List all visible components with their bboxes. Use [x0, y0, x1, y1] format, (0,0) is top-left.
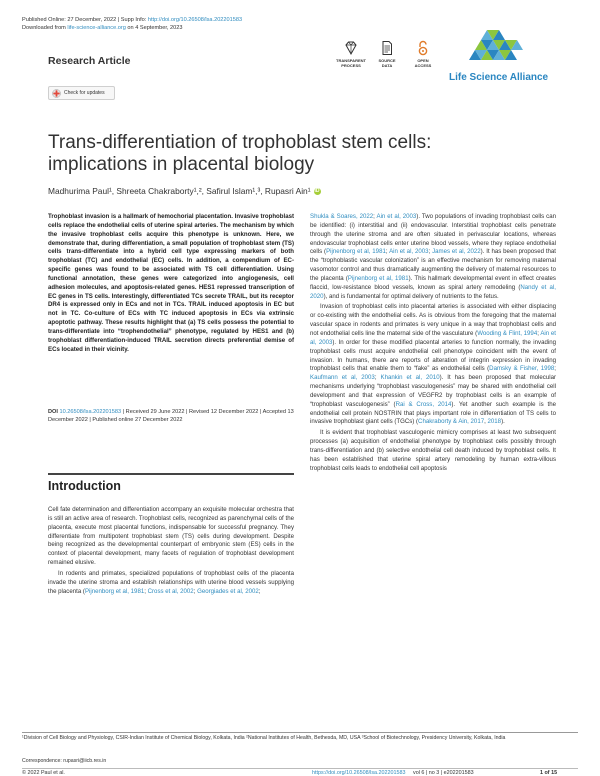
article-badges — [336, 40, 438, 68]
badge-label: TRANSPARENT PROCESS — [336, 58, 366, 68]
citation-link[interactable]: Khankin et al, 2010 — [380, 374, 440, 382]
footer-doi-link[interactable]: https://doi.org/10.26508/lsa.202201583 — [312, 770, 406, 776]
footer-page-number: 1 of 15 — [540, 770, 558, 776]
citation-link[interactable]: Ain et al, 2003 — [310, 329, 556, 346]
crossmark-icon — [52, 89, 61, 98]
section-divider — [48, 473, 294, 475]
citation-link[interactable]: Pijnenborg et al, 1981 — [326, 248, 386, 256]
text-span: ; — [373, 213, 377, 220]
download-prefix: Downloaded from — [22, 25, 68, 31]
paper-title: Trans-differentiation of trophoblast stem cells: implications in placental biology — [48, 132, 432, 175]
journal-name: Life Science Alliance — [449, 72, 549, 83]
text-span: ). It has been proposed that the “trophoblastic vascular colonization” is an effective mechanism for removing maternal vasomotor control and thus dramatically augmenting the delivery of maternal resources to the placenta ( — [310, 248, 557, 282]
badge-label: SOURCE DATA — [378, 58, 396, 68]
text-span: ). — [501, 418, 505, 426]
text-span: ). Two populations of invading trophoblast cells can be identified: (i) interstitial and (ii) endovascular. Interstitial trophoblast cells penetrate through the uterine stroma and are often situated in perivascular locations, whereas endovascular trophoblast cells enter uterine blood vessels, where they replace endothelial cells ( — [310, 213, 556, 256]
text-span: Invasion of trophoblast cells into placental arteries is associated with either displacing or co-existing with the endothelial cells. As is obvious from the foregoing that the maternal vascular space in rodents and primates is very unique in a way that trophoblast cells and not endothelial cells line the maternal side of the vasculature ( — [310, 303, 556, 337]
text-span: ). Yet another such example is the endothelial cell protein NOSTRIN that plays important role in differentiation of TS cells to invasive trophoblast giant cells (TGCs) ( — [310, 400, 556, 426]
citation-link[interactable]: 2018 — [487, 418, 502, 426]
publication-history: | Received 29 June 2022 | Revised 12 December 2022 | Accepted 13 December 2022 | Published online 27 December 2022 — [48, 409, 294, 423]
citation-link[interactable]: Wooding & Flint, 1994 — [477, 329, 538, 337]
doi-link[interactable]: 10.26508/lsa.202201583 — [59, 409, 122, 415]
introduction-heading: Introduction — [48, 479, 121, 493]
download-suffix: on 4 September, 2023 — [125, 25, 183, 31]
downloaded-from-line — [22, 24, 182, 32]
text-span: ). In order for these modified placental arteries to function normally, the invading trophoblast cells must acquire endothelial cell phenotype coincident with the event of invasion. In humans, there are reports of alteration of integrin expression in invading trophoblast cells that enable them to “fake” as endothelial cells ( — [310, 338, 556, 373]
citation-link[interactable]: Pijnenborg et al, 1981 — [84, 587, 145, 595]
text-span: ; — [554, 365, 556, 373]
affiliations: ¹Division of Cell Biology and Physiology, CSIR-Indian Institute of Chemical Biology, Kolkata, India ²National Institutes of Health, Bethesda, MD, USA ³School of Biotechnology, Presidency University, Kolkata, India — [22, 735, 506, 741]
journal-site-link[interactable]: life-science-alliance.org — [67, 25, 126, 31]
citation-link[interactable]: Kaufmann et al, 2003 — [310, 374, 375, 382]
intro-paragraph-2 — [48, 570, 294, 597]
text-span: ). This hallmark developmental event in effect creates flaccid, low-resistance blood vessels, known as spiral artery remodeling ( — [310, 274, 556, 291]
citation-link[interactable]: Shukla & Soares, 2022 — [310, 213, 374, 220]
footer-copyright: © 2022 Paul et al. — [22, 770, 65, 776]
published-online-line — [22, 16, 242, 24]
citation-link[interactable]: Chakraborty & Ain, 2017 — [418, 418, 485, 426]
open-access-badge[interactable] — [408, 40, 438, 68]
source-data-badge[interactable] — [372, 40, 402, 68]
authors-text: Madhurima Paul¹, Shreeta Chakraborty¹,², Safirul Islam¹,³, Rupasri Ain¹ — [48, 186, 311, 196]
citation-link[interactable]: Cross et al, 2002 — [147, 587, 194, 595]
citation-link[interactable]: Georgiades et al, 2002 — [197, 587, 259, 595]
right-column — [310, 213, 556, 473]
citation-link[interactable]: Damsky & Fisher, 1998 — [489, 365, 555, 373]
text-span: ; — [385, 248, 390, 256]
author-list — [48, 186, 321, 196]
article-type: Research Article — [48, 55, 131, 67]
right-paragraph-1 — [310, 213, 556, 301]
published-prefix: Published Online: 27 December, 2022 | Supp Info: — [22, 17, 148, 23]
citation-link[interactable]: Pijnenborg et al, 1981 — [347, 274, 409, 282]
right-paragraph-3: It is evident that trophoblast vasculogenic mimicry comprises at least two subsequent processes (a) acquisition of endothelial phenotype by trophoblast cells possibly through trans-differentiation and (b) selective endothelial cell death induced by trophoblast cells. It has been established that uterine spiral artery remodeling by human extra-villous trophoblast cells leads to endothelial cell apoptosis — [310, 429, 556, 472]
footer-divider — [22, 768, 578, 769]
open-lock-icon — [415, 40, 431, 56]
check-for-updates-button[interactable] — [48, 86, 115, 100]
citation-link[interactable]: Ain et al, 2003 — [389, 248, 429, 256]
text-span: ; — [374, 374, 381, 382]
citation-link[interactable]: James et al, 2022 — [432, 248, 481, 256]
footer-volume: vol 6 | no 3 | e202201583 — [413, 770, 474, 776]
text-span: ; — [144, 587, 148, 595]
intro-paragraph-1: Cell fate determination and differentiation accompany an exquisite molecular orchestra that is still an active area of research. Trophoblast cells, recognized as parenchymal cells of the placenta, execute most placental functions, indispensable for successful pregnancy. They differentiate from multipotent trophoblast stem (TS) cells during development. Despite being recognized as the developmental counterpart of embryonic stem (ES) cells in the context of placental development, many facets of regulation of trophoblast development remained elusive. — [48, 506, 294, 567]
citation-link[interactable]: Nandy et al, 2020 — [310, 283, 556, 300]
orcid-icon[interactable]: iD — [314, 187, 320, 194]
right-paragraph-2 — [310, 303, 556, 427]
badge-label: OPEN ACCESS — [414, 58, 432, 68]
text-span: ; — [537, 329, 541, 337]
footer-doi-volume — [312, 770, 474, 776]
text-span: ; — [258, 587, 261, 595]
text-span: ). It has been proposed that molecular mechanisms underlying “trophoblast vasculogenesis” may be shared with endothelial cell development and that expression of VEGFR2 by trophoblast cells is an example of “trophoblast vasculogenesis” ( — [310, 374, 556, 408]
text-span: ; — [193, 587, 198, 595]
doi-history — [48, 408, 294, 424]
abstract-column — [48, 213, 294, 355]
check-for-updates-label: Check for updates — [64, 90, 105, 96]
citation-link[interactable]: Ain et al, 2003 — [376, 213, 417, 220]
affiliation-divider — [22, 732, 578, 733]
supp-info-link[interactable]: http://doi.org/10.26508/lsa.202201583 — [147, 17, 243, 23]
transparent-process-badge[interactable] — [336, 40, 366, 68]
citation-link[interactable]: Rai & Cross, 2014 — [395, 400, 452, 408]
correspondence: Correspondence: rupasri@iicb.res.in — [22, 758, 107, 764]
introduction-text — [48, 506, 294, 596]
text-span: In rodents and primates, specialized populations of trophoblast cells of the placenta invade the uterine stroma and establish relationships with uterine blood vessels supplying the placenta ( — [48, 569, 294, 595]
text-span: ), and is fundamental for optimal delivery of nutrients to the fetus. — [323, 292, 499, 300]
text-span: , — [484, 418, 488, 426]
document-icon — [379, 40, 395, 56]
doi-label: DOI — [48, 409, 58, 415]
text-span: ; — [428, 248, 433, 256]
gem-icon — [343, 40, 359, 56]
abstract: Trophoblast invasion is a hallmark of hemochorial placentation. Invasive trophoblast cells replace the endothelial cells of uterine spiral arteries. The mechanism by which the invasive trophoblast cells acquire this phenotype is unknown. Here, we demonstrate that, during differentiation, a small population of trophoblast stem (TS) cells trans-differentiate into a hybrid cell type expressing markers of both trophoblast (TC) and endothelial (EC) cells. In addition, a compendium of EC-specific genes was found to be associated with TS cell differentiation. Using functional annotation, these genes were categorized into angiogenesis, cell adhesion molecules, and apoptosis-related genes. HES1 repressed transcription of EC genes in TS cells. Interestingly, differentiated TCs secrete TRAIL, but its receptor DR4 is expressed only in ECs and not in TCs. TRAIL induced apoptosis in EC but not in TC. Co-culture of ECs with TC induced apoptosis in ECs via extrinsic apoptotic pathway. These results highlight that (a) TS cells possess the potential to trans-differentiate into “trophendothelial” phenotype, regulated by HES1 and (b) trophoblast differentiation-induced TRAIL secretion directs preferential demise of ECs located in their vicinity. — [48, 213, 294, 353]
